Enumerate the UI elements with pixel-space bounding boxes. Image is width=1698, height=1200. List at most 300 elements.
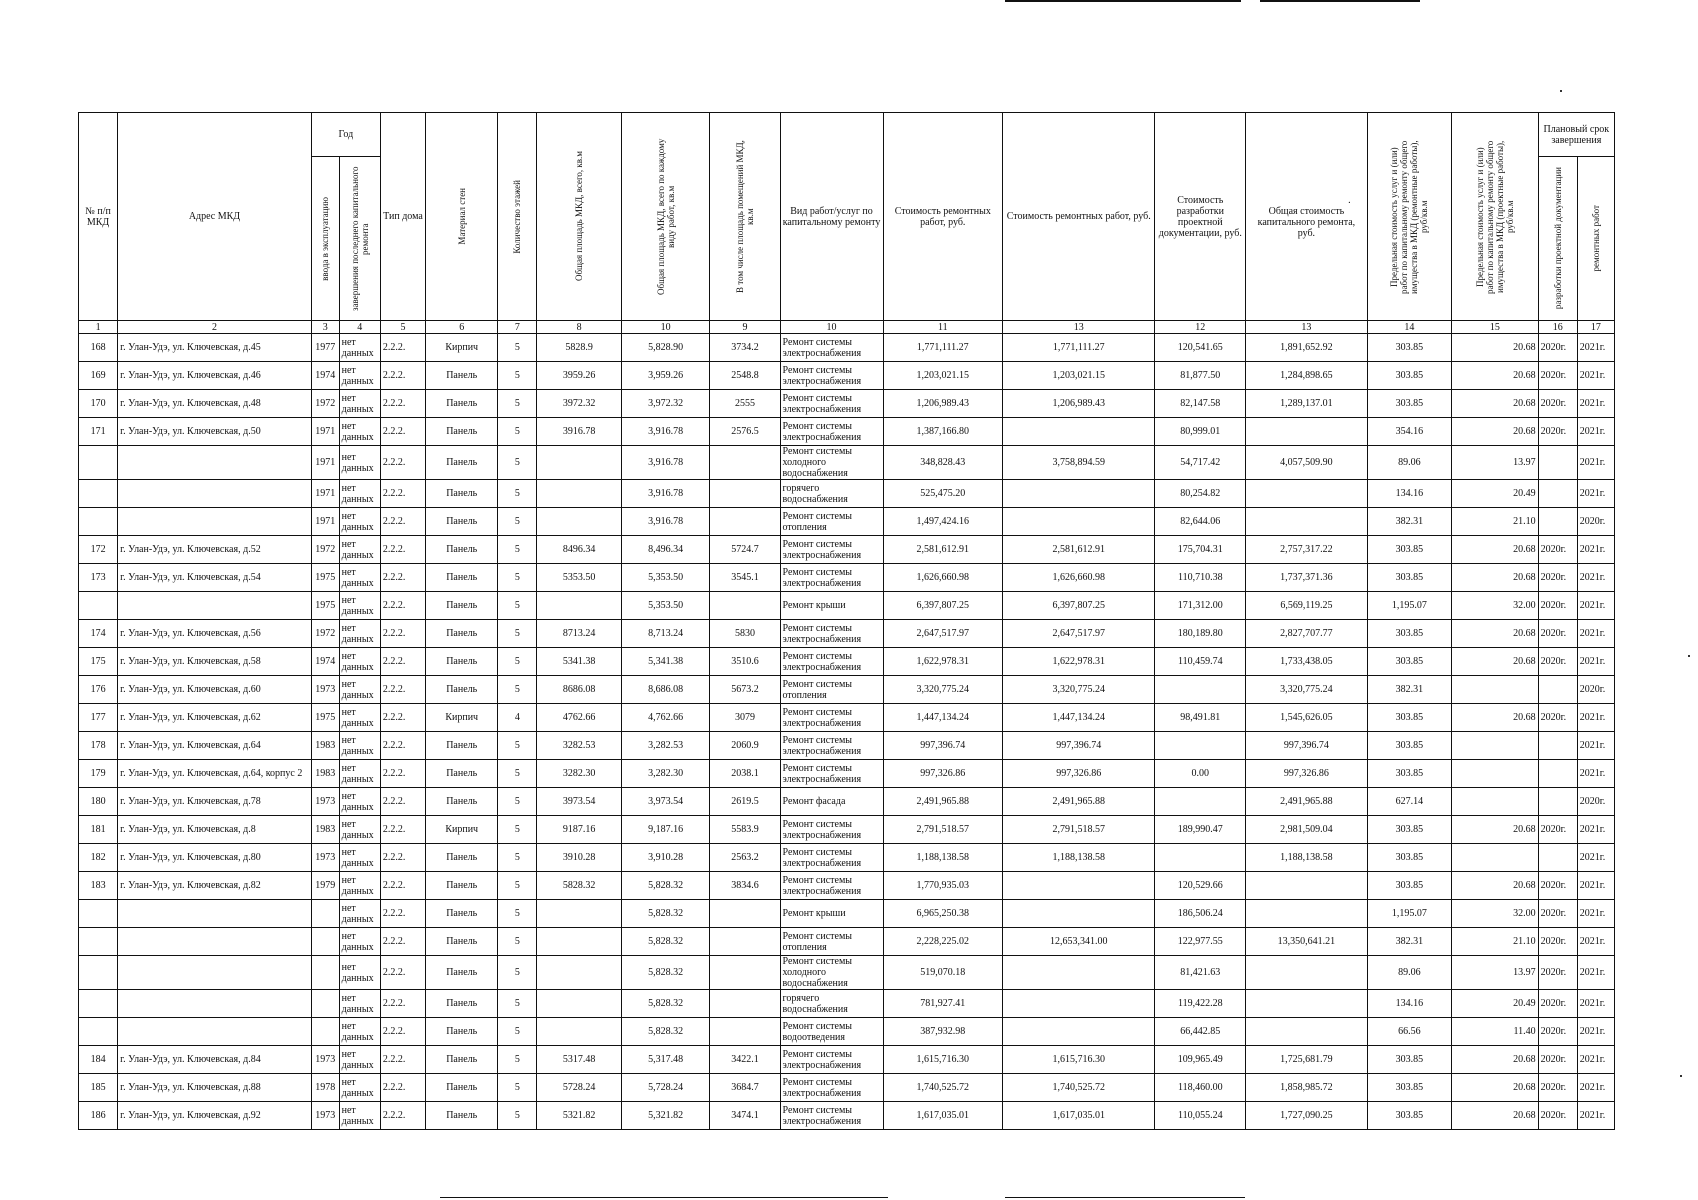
- row-number: 182: [79, 844, 118, 872]
- row-year-commission: 1975: [311, 564, 339, 592]
- row-repair-cost2: [1003, 480, 1155, 508]
- row-limit-works: 382.31: [1367, 508, 1451, 536]
- row-deadline-design: 2020г.: [1538, 990, 1577, 1018]
- row-repair-cost: 1,622,978.31: [883, 648, 1002, 676]
- row-design-cost: [1155, 676, 1246, 704]
- row-work-type: Ремонт системы электроснабжения: [780, 1074, 883, 1102]
- row-limit-works: 66.56: [1367, 1018, 1451, 1046]
- row-deadline-design: 2020г.: [1538, 536, 1577, 564]
- row-work-type: Ремонт системы электроснабжения: [780, 648, 883, 676]
- row-total-area: 8713.24: [537, 620, 621, 648]
- row-year-commission: 1978: [311, 1074, 339, 1102]
- row-repair-cost: 781,927.41: [883, 990, 1002, 1018]
- col-number: 4: [339, 321, 380, 334]
- row-floors: 5: [498, 732, 537, 760]
- row-total-cost: [1246, 990, 1368, 1018]
- row-area-by-work: 5,341.38: [621, 648, 710, 676]
- row-design-cost: 180,189.80: [1155, 620, 1246, 648]
- row-year-commission: 1971: [311, 480, 339, 508]
- col-year-last-repair-label: завершения последнего капитального ремонта: [349, 166, 370, 311]
- row-area-by-work: 3,973.54: [621, 788, 710, 816]
- row-design-cost: 80,999.01: [1155, 418, 1246, 446]
- row-year-commission: 1973: [311, 676, 339, 704]
- row-repair-cost: 1,188,138.58: [883, 844, 1002, 872]
- row-work-type: Ремонт крыши: [780, 592, 883, 620]
- row-limit-works: 303.85: [1367, 648, 1451, 676]
- row-work-type: Ремонт системы электроснабжения: [780, 704, 883, 732]
- row-wall-material: Панель: [426, 676, 498, 704]
- scan-mark-bottom-left: [440, 1197, 888, 1198]
- col-number: 3: [311, 321, 339, 334]
- col-work-type-header: Вид работ/услуг по капитальному ремонту: [780, 113, 883, 321]
- row-wall-material: Панель: [426, 480, 498, 508]
- row-house-type: 2.2.2.: [380, 592, 425, 620]
- row-floors: 5: [498, 362, 537, 390]
- row-deadline-works: 2021г.: [1577, 872, 1614, 900]
- row-repair-cost2: [1003, 990, 1155, 1018]
- row-wall-material: Панель: [426, 872, 498, 900]
- row-deadline-design: 2020г.: [1538, 418, 1577, 446]
- row-design-cost: 186,506.24: [1155, 900, 1246, 928]
- row-year-last-repair: нет данных: [339, 1074, 380, 1102]
- row-premises-area: 2619.5: [710, 788, 780, 816]
- row-year-commission: 1973: [311, 1102, 339, 1130]
- col-premises-area-header: [710, 113, 780, 321]
- table-row: [79, 704, 1615, 732]
- row-premises-area: 3734.2: [710, 334, 780, 362]
- row-total-area: [537, 1018, 621, 1046]
- row-limit-design: 20.68: [1452, 362, 1539, 390]
- row-wall-material: Панель: [426, 1102, 498, 1130]
- row-deadline-design: 2020г.: [1538, 334, 1577, 362]
- row-repair-cost: 519,070.18: [883, 956, 1002, 990]
- row-deadline-design: 2020г.: [1538, 956, 1577, 990]
- row-repair-cost2: [1003, 900, 1155, 928]
- row-deadline-works: 2021г.: [1577, 760, 1614, 788]
- row-floors: 5: [498, 508, 537, 536]
- row-limit-design: 20.49: [1452, 480, 1539, 508]
- row-number: 178: [79, 732, 118, 760]
- row-work-type: Ремонт системы электроснабжения: [780, 1046, 883, 1074]
- col-floors-header: [498, 113, 537, 321]
- row-floors: 5: [498, 788, 537, 816]
- row-number: 180: [79, 788, 118, 816]
- row-repair-cost2: 12,653,341.00: [1003, 928, 1155, 956]
- row-area-by-work: 5,828.32: [621, 928, 710, 956]
- row-deadline-design: 2020г.: [1538, 362, 1577, 390]
- row-total-area: 5317.48: [537, 1046, 621, 1074]
- row-total-area: 3916.78: [537, 418, 621, 446]
- table-row: [79, 418, 1615, 446]
- row-premises-area: [710, 900, 780, 928]
- row-total-area: 3973.54: [537, 788, 621, 816]
- row-repair-cost: 3,320,775.24: [883, 676, 1002, 704]
- col-deadline-design-header: [1538, 157, 1577, 321]
- row-address: [118, 1018, 312, 1046]
- row-total-area: 3910.28: [537, 844, 621, 872]
- row-address: г. Улан-Удэ, ул. Ключевская, д.54: [118, 564, 312, 592]
- row-deadline-design: [1538, 844, 1577, 872]
- col-deadline-works-label: ремонтных работ: [1590, 205, 1601, 272]
- row-year-last-repair: нет данных: [339, 390, 380, 418]
- row-number: [79, 956, 118, 990]
- row-premises-area: 2038.1: [710, 760, 780, 788]
- row-premises-area: 3510.6: [710, 648, 780, 676]
- row-repair-cost2: 1,203,021.15: [1003, 362, 1155, 390]
- row-house-type: 2.2.2.: [380, 676, 425, 704]
- row-number: 181: [79, 816, 118, 844]
- row-house-type: 2.2.2.: [380, 816, 425, 844]
- row-year-commission: 1971: [311, 508, 339, 536]
- col-wall-material-header: [426, 113, 498, 321]
- row-deadline-design: [1538, 508, 1577, 536]
- row-limit-works: 1,195.07: [1367, 592, 1451, 620]
- row-total-area: [537, 446, 621, 480]
- table-row: [79, 334, 1615, 362]
- row-address: г. Улан-Удэ, ул. Ключевская, д.92: [118, 1102, 312, 1130]
- row-house-type: 2.2.2.: [380, 1074, 425, 1102]
- row-limit-works: 303.85: [1367, 334, 1451, 362]
- table-row: [79, 362, 1615, 390]
- row-year-commission: [311, 900, 339, 928]
- row-premises-area: 2060.9: [710, 732, 780, 760]
- row-total-cost: [1246, 900, 1368, 928]
- row-address: [118, 928, 312, 956]
- row-repair-cost2: 1,615,716.30: [1003, 1046, 1155, 1074]
- row-premises-area: 2548.8: [710, 362, 780, 390]
- table-row: [79, 1102, 1615, 1130]
- row-repair-cost2: 3,758,894.59: [1003, 446, 1155, 480]
- row-wall-material: Панель: [426, 928, 498, 956]
- row-floors: 5: [498, 844, 537, 872]
- row-address: г. Улан-Удэ, ул. Ключевская, д.52: [118, 536, 312, 564]
- row-limit-design: 21.10: [1452, 928, 1539, 956]
- row-number: [79, 900, 118, 928]
- row-wall-material: Панель: [426, 732, 498, 760]
- row-premises-area: [710, 508, 780, 536]
- row-repair-cost: 2,228,225.02: [883, 928, 1002, 956]
- row-limit-design: 20.68: [1452, 620, 1539, 648]
- row-work-type: Ремонт системы электроснабжения: [780, 732, 883, 760]
- table-row: [79, 1018, 1615, 1046]
- row-repair-cost2: 1,626,660.98: [1003, 564, 1155, 592]
- row-repair-cost: 1,497,424.16: [883, 508, 1002, 536]
- row-address: [118, 592, 312, 620]
- row-deadline-works: 2021г.: [1577, 418, 1614, 446]
- row-work-type: Ремонт системы электроснабжения: [780, 334, 883, 362]
- row-year-last-repair: нет данных: [339, 536, 380, 564]
- row-total-area: 5828.9: [537, 334, 621, 362]
- row-address: [118, 900, 312, 928]
- row-design-cost: 81,877.50: [1155, 362, 1246, 390]
- row-limit-design: 13.97: [1452, 956, 1539, 990]
- row-design-cost: 80,254.82: [1155, 480, 1246, 508]
- row-work-type: Ремонт крыши: [780, 900, 883, 928]
- row-year-commission: 1971: [311, 418, 339, 446]
- row-wall-material: Панель: [426, 760, 498, 788]
- row-limit-works: 303.85: [1367, 1074, 1451, 1102]
- row-work-type: Ремонт системы электроснабжения: [780, 760, 883, 788]
- col-year-last-repair-header: [339, 157, 380, 321]
- row-limit-works: 303.85: [1367, 816, 1451, 844]
- col-number: 7: [498, 321, 537, 334]
- row-floors: 5: [498, 592, 537, 620]
- row-house-type: 2.2.2.: [380, 362, 425, 390]
- row-number: [79, 1018, 118, 1046]
- row-limit-design: 11.40: [1452, 1018, 1539, 1046]
- row-deadline-works: 2021г.: [1577, 990, 1614, 1018]
- row-total-cost: [1246, 418, 1368, 446]
- row-design-cost: 120,541.65: [1155, 334, 1246, 362]
- row-year-last-repair: нет данных: [339, 956, 380, 990]
- row-floors: 5: [498, 760, 537, 788]
- row-address: г. Улан-Удэ, ул. Ключевская, д.58: [118, 648, 312, 676]
- row-repair-cost: 1,626,660.98: [883, 564, 1002, 592]
- row-deadline-works: 2021г.: [1577, 362, 1614, 390]
- row-repair-cost2: 1,771,111.27: [1003, 334, 1155, 362]
- row-design-cost: 120,529.66: [1155, 872, 1246, 900]
- row-floors: 5: [498, 1074, 537, 1102]
- row-floors: 5: [498, 1102, 537, 1130]
- row-deadline-works: 2020г.: [1577, 508, 1614, 536]
- row-total-area: 3282.30: [537, 760, 621, 788]
- row-area-by-work: 3,916.78: [621, 508, 710, 536]
- row-area-by-work: 3,910.28: [621, 844, 710, 872]
- row-house-type: 2.2.2.: [380, 480, 425, 508]
- row-wall-material: Панель: [426, 956, 498, 990]
- row-total-area: 4762.66: [537, 704, 621, 732]
- row-total-cost: 1,725,681.79: [1246, 1046, 1368, 1074]
- row-deadline-design: 2020г.: [1538, 648, 1577, 676]
- row-design-cost: 110,710.38: [1155, 564, 1246, 592]
- row-deadline-works: 2021г.: [1577, 446, 1614, 480]
- row-number: [79, 446, 118, 480]
- row-floors: 5: [498, 872, 537, 900]
- row-number: 179: [79, 760, 118, 788]
- row-deadline-design: 2020г.: [1538, 1046, 1577, 1074]
- row-year-last-repair: нет данных: [339, 844, 380, 872]
- row-limit-design: 20.68: [1452, 704, 1539, 732]
- row-number: 176: [79, 676, 118, 704]
- row-year-commission: 1975: [311, 592, 339, 620]
- row-repair-cost: 1,447,134.24: [883, 704, 1002, 732]
- row-design-cost: 66,442.85: [1155, 1018, 1246, 1046]
- row-house-type: 2.2.2.: [380, 446, 425, 480]
- row-wall-material: Панель: [426, 990, 498, 1018]
- row-repair-cost: 997,396.74: [883, 732, 1002, 760]
- col-number: 12: [1155, 321, 1246, 334]
- row-repair-cost: 1,770,935.03: [883, 872, 1002, 900]
- col-year-commission-label: ввода в эксплуатацию: [320, 196, 331, 281]
- table-row: [79, 900, 1615, 928]
- row-address: [118, 446, 312, 480]
- row-number: [79, 990, 118, 1018]
- row-house-type: 2.2.2.: [380, 1018, 425, 1046]
- row-house-type: 2.2.2.: [380, 620, 425, 648]
- row-number: 172: [79, 536, 118, 564]
- row-repair-cost: 387,932.98: [883, 1018, 1002, 1046]
- row-deadline-works: 2021г.: [1577, 844, 1614, 872]
- row-deadline-design: 2020г.: [1538, 592, 1577, 620]
- row-house-type: 2.2.2.: [380, 872, 425, 900]
- row-total-area: 3972.32: [537, 390, 621, 418]
- row-year-last-repair: нет данных: [339, 480, 380, 508]
- row-limit-design: 20.68: [1452, 564, 1539, 592]
- row-limit-works: 303.85: [1367, 1102, 1451, 1130]
- row-deadline-design: 2020г.: [1538, 900, 1577, 928]
- row-area-by-work: 3,916.78: [621, 418, 710, 446]
- col-total-area-header: [537, 113, 621, 321]
- row-limit-works: 354.16: [1367, 418, 1451, 446]
- row-year-commission: 1983: [311, 816, 339, 844]
- row-address: [118, 508, 312, 536]
- row-deadline-works: 2021г.: [1577, 732, 1614, 760]
- row-year-commission: 1977: [311, 334, 339, 362]
- row-total-cost: 2,757,317.22: [1246, 536, 1368, 564]
- row-area-by-work: 3,916.78: [621, 480, 710, 508]
- row-wall-material: Панель: [426, 592, 498, 620]
- row-total-area: [537, 508, 621, 536]
- row-design-cost: 81,421.63: [1155, 956, 1246, 990]
- table-row: [79, 536, 1615, 564]
- row-premises-area: [710, 480, 780, 508]
- scan-mark-top: [1005, 0, 1241, 2]
- row-limit-design: 20.68: [1452, 418, 1539, 446]
- row-total-area: [537, 900, 621, 928]
- row-total-area: 8686.08: [537, 676, 621, 704]
- row-repair-cost: 2,581,612.91: [883, 536, 1002, 564]
- row-year-commission: 1972: [311, 390, 339, 418]
- row-number: [79, 508, 118, 536]
- row-work-type: горячего водоснабжения: [780, 990, 883, 1018]
- row-limit-design: 20.68: [1452, 816, 1539, 844]
- row-total-area: 3282.53: [537, 732, 621, 760]
- row-address: [118, 480, 312, 508]
- row-address: [118, 956, 312, 990]
- col-number: 10: [621, 321, 710, 334]
- row-design-cost: 82,644.06: [1155, 508, 1246, 536]
- row-year-commission: 1971: [311, 446, 339, 480]
- row-limit-design: [1452, 844, 1539, 872]
- row-address: г. Улан-Удэ, ул. Ключевская, д.46: [118, 362, 312, 390]
- row-wall-material: Кирпич: [426, 816, 498, 844]
- row-wall-material: Панель: [426, 788, 498, 816]
- row-repair-cost: 1,387,166.80: [883, 418, 1002, 446]
- row-repair-cost2: 1,622,978.31: [1003, 648, 1155, 676]
- row-repair-cost2: [1003, 1018, 1155, 1046]
- row-limit-works: 303.85: [1367, 760, 1451, 788]
- row-limit-works: 627.14: [1367, 788, 1451, 816]
- row-premises-area: [710, 928, 780, 956]
- row-floors: 5: [498, 900, 537, 928]
- row-year-commission: 1983: [311, 732, 339, 760]
- row-year-last-repair: нет данных: [339, 704, 380, 732]
- row-floors: 5: [498, 676, 537, 704]
- row-area-by-work: 5,321.82: [621, 1102, 710, 1130]
- row-repair-cost: 1,617,035.01: [883, 1102, 1002, 1130]
- col-limit-works-header: [1367, 113, 1451, 321]
- row-deadline-works: 2021г.: [1577, 1074, 1614, 1102]
- row-year-commission: 1972: [311, 620, 339, 648]
- row-wall-material: Панель: [426, 620, 498, 648]
- row-limit-works: 303.85: [1367, 564, 1451, 592]
- row-total-cost: [1246, 956, 1368, 990]
- col-number: 14: [1367, 321, 1451, 334]
- row-repair-cost2: 997,326.86: [1003, 760, 1155, 788]
- row-limit-works: 89.06: [1367, 446, 1451, 480]
- scan-mark-bottom-mid: [1005, 1197, 1245, 1198]
- row-work-type: Ремонт системы отопления: [780, 928, 883, 956]
- table-body: [79, 334, 1615, 1130]
- row-deadline-works: 2021г.: [1577, 620, 1614, 648]
- row-year-last-repair: нет данных: [339, 732, 380, 760]
- col-floors-label: Количество этажей: [512, 179, 523, 254]
- row-deadline-works: 2021г.: [1577, 536, 1614, 564]
- row-work-type: Ремонт системы электроснабжения: [780, 872, 883, 900]
- row-deadline-design: [1538, 788, 1577, 816]
- row-area-by-work: 5,828.32: [621, 1018, 710, 1046]
- table-row: [79, 732, 1615, 760]
- scan-mark-top-right: [1260, 0, 1420, 2]
- table-row: [79, 844, 1615, 872]
- row-floors: 5: [498, 446, 537, 480]
- row-repair-cost2: 997,396.74: [1003, 732, 1155, 760]
- row-design-cost: 98,491.81: [1155, 704, 1246, 732]
- row-repair-cost: 2,791,518.57: [883, 816, 1002, 844]
- row-house-type: 2.2.2.: [380, 760, 425, 788]
- row-premises-area: 5583.9: [710, 816, 780, 844]
- row-total-area: [537, 990, 621, 1018]
- col-wall-material-label: Материал стен: [456, 188, 467, 245]
- row-total-cost: 1,733,438.05: [1246, 648, 1368, 676]
- row-address: г. Улан-Удэ, ул. Ключевская, д.48: [118, 390, 312, 418]
- row-deadline-works: 2021г.: [1577, 480, 1614, 508]
- row-area-by-work: 5,728.24: [621, 1074, 710, 1102]
- row-number: 171: [79, 418, 118, 446]
- row-design-cost: 118,460.00: [1155, 1074, 1246, 1102]
- row-deadline-works: 2021г.: [1577, 390, 1614, 418]
- row-wall-material: Панель: [426, 418, 498, 446]
- row-work-type: Ремонт системы холодного водоснабжения: [780, 446, 883, 480]
- row-total-cost: 1,858,985.72: [1246, 1074, 1368, 1102]
- row-deadline-works: 2021г.: [1577, 816, 1614, 844]
- row-total-cost: [1246, 872, 1368, 900]
- row-house-type: 2.2.2.: [380, 704, 425, 732]
- row-repair-cost: 6,965,250.38: [883, 900, 1002, 928]
- row-house-type: 2.2.2.: [380, 788, 425, 816]
- table-row: [79, 390, 1615, 418]
- row-year-commission: 1975: [311, 704, 339, 732]
- row-total-cost: 1,188,138.58: [1246, 844, 1368, 872]
- col-total-cost-label: Общая стоимость капитального ремонта, руб.: [1257, 205, 1356, 239]
- row-wall-material: Панель: [426, 564, 498, 592]
- row-number: [79, 592, 118, 620]
- col-number: 11: [883, 321, 1002, 334]
- row-design-cost: 171,312.00: [1155, 592, 1246, 620]
- row-year-last-repair: нет данных: [339, 1018, 380, 1046]
- row-repair-cost: 1,771,111.27: [883, 334, 1002, 362]
- row-premises-area: [710, 956, 780, 990]
- row-deadline-design: [1538, 760, 1577, 788]
- row-year-commission: [311, 928, 339, 956]
- row-address: г. Улан-Удэ, ул. Ключевская, д.64: [118, 732, 312, 760]
- row-year-last-repair: нет данных: [339, 1102, 380, 1130]
- row-year-last-repair: нет данных: [339, 1046, 380, 1074]
- row-premises-area: [710, 446, 780, 480]
- row-limit-works: 303.85: [1367, 620, 1451, 648]
- row-area-by-work: 5,828.32: [621, 956, 710, 990]
- row-premises-area: 2555: [710, 390, 780, 418]
